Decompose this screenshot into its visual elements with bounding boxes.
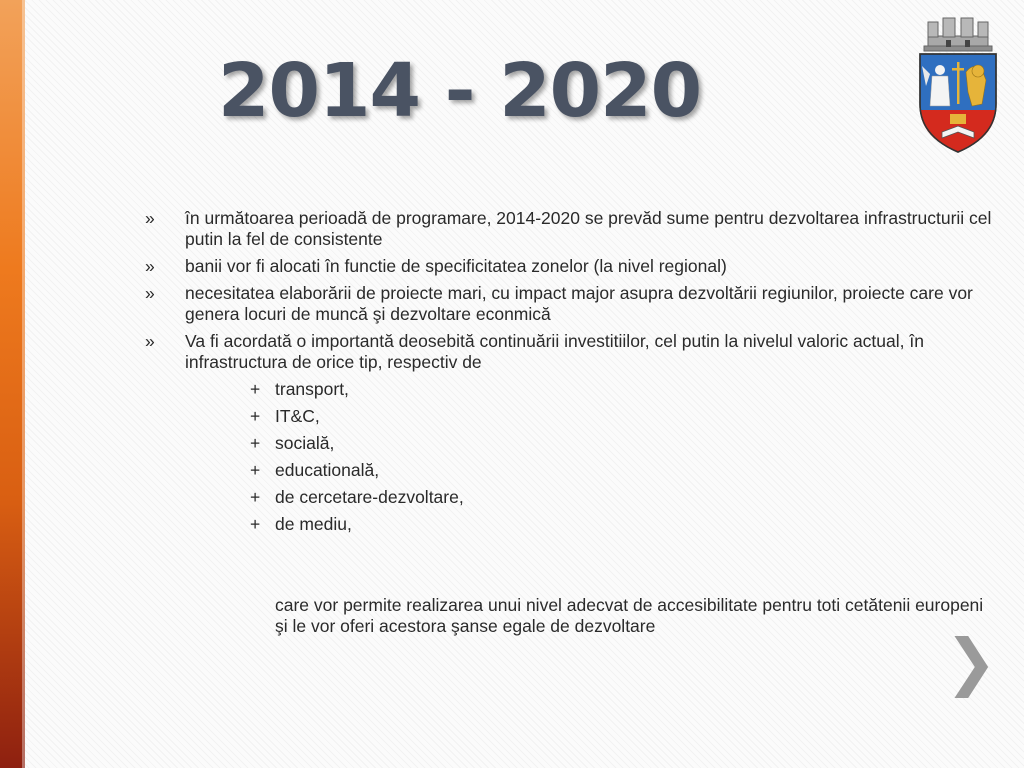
- sub-bullet-marker: +: [250, 406, 261, 426]
- closing-paragraph: care vor permite realizarea unui nivel adecvat de accesibilitate pentru toti cetătenii europeni şi le vor oferi acestora şanse egale de dezvoltare: [275, 595, 984, 636]
- accent-side-bar: [0, 0, 25, 768]
- bullet-marker: »: [145, 208, 155, 228]
- bullet-text: Va fi acordată o importantă deosebită continuării investitiilor, cel putin la nivelul valoric actual, în infrastructura de orice tip, respectiv de: [185, 331, 924, 372]
- sub-bullet-item: [145, 406, 995, 427]
- sub-bullet-marker: +: [250, 487, 261, 507]
- bullet-item: [145, 331, 995, 373]
- sub-bullet-text: IT&C,: [275, 406, 320, 426]
- sub-bullet-item: [145, 460, 995, 481]
- sub-bullet-text: transport,: [275, 379, 349, 399]
- bullet-text: necesitatea elaborării de proiecte mari, cu impact major asupra dezvoltării regiunilor, proiecte care vor genera locuri de muncă şi dezvoltare econmică: [185, 283, 973, 324]
- bullet-item: [145, 208, 995, 250]
- sub-bullet-marker: +: [250, 460, 261, 480]
- sub-bullet-marker: +: [250, 379, 261, 399]
- sub-bullet-list: [145, 379, 995, 535]
- sub-bullet-item: [145, 433, 995, 454]
- sub-bullet-text: de mediu,: [275, 514, 352, 534]
- sub-bullet-item: [145, 379, 995, 400]
- sub-bullet-item: [145, 487, 995, 508]
- bullet-text: banii vor fi alocati în functie de specificitatea zonelor (la nivel regional): [185, 256, 727, 276]
- sub-bullet-text: educatională,: [275, 460, 380, 480]
- bullet-list: [145, 208, 995, 373]
- bullet-item: [145, 256, 995, 277]
- slide-title: 2014 - 2020: [218, 48, 702, 134]
- bullet-text: în următoarea perioadă de programare, 2014-2020 se prevăd sume pentru dezvoltarea infrastructurii cel putin la fel de consistente: [185, 208, 992, 249]
- sub-bullet-text: de cercetare-dezvoltare,: [275, 487, 464, 507]
- sub-bullet-text: socială,: [275, 433, 335, 453]
- bullet-marker: »: [145, 283, 155, 303]
- sub-bullet-marker: +: [250, 514, 261, 534]
- bullet-marker: »: [145, 256, 155, 276]
- sub-bullet-item: [145, 514, 995, 535]
- slide-content: [145, 208, 995, 637]
- sub-bullet-marker: +: [250, 433, 261, 453]
- chevron-right-icon[interactable]: ❯: [945, 625, 997, 698]
- bullet-item: [145, 283, 995, 325]
- coat-of-arms-icon: [912, 14, 1004, 154]
- bullet-marker: »: [145, 331, 155, 351]
